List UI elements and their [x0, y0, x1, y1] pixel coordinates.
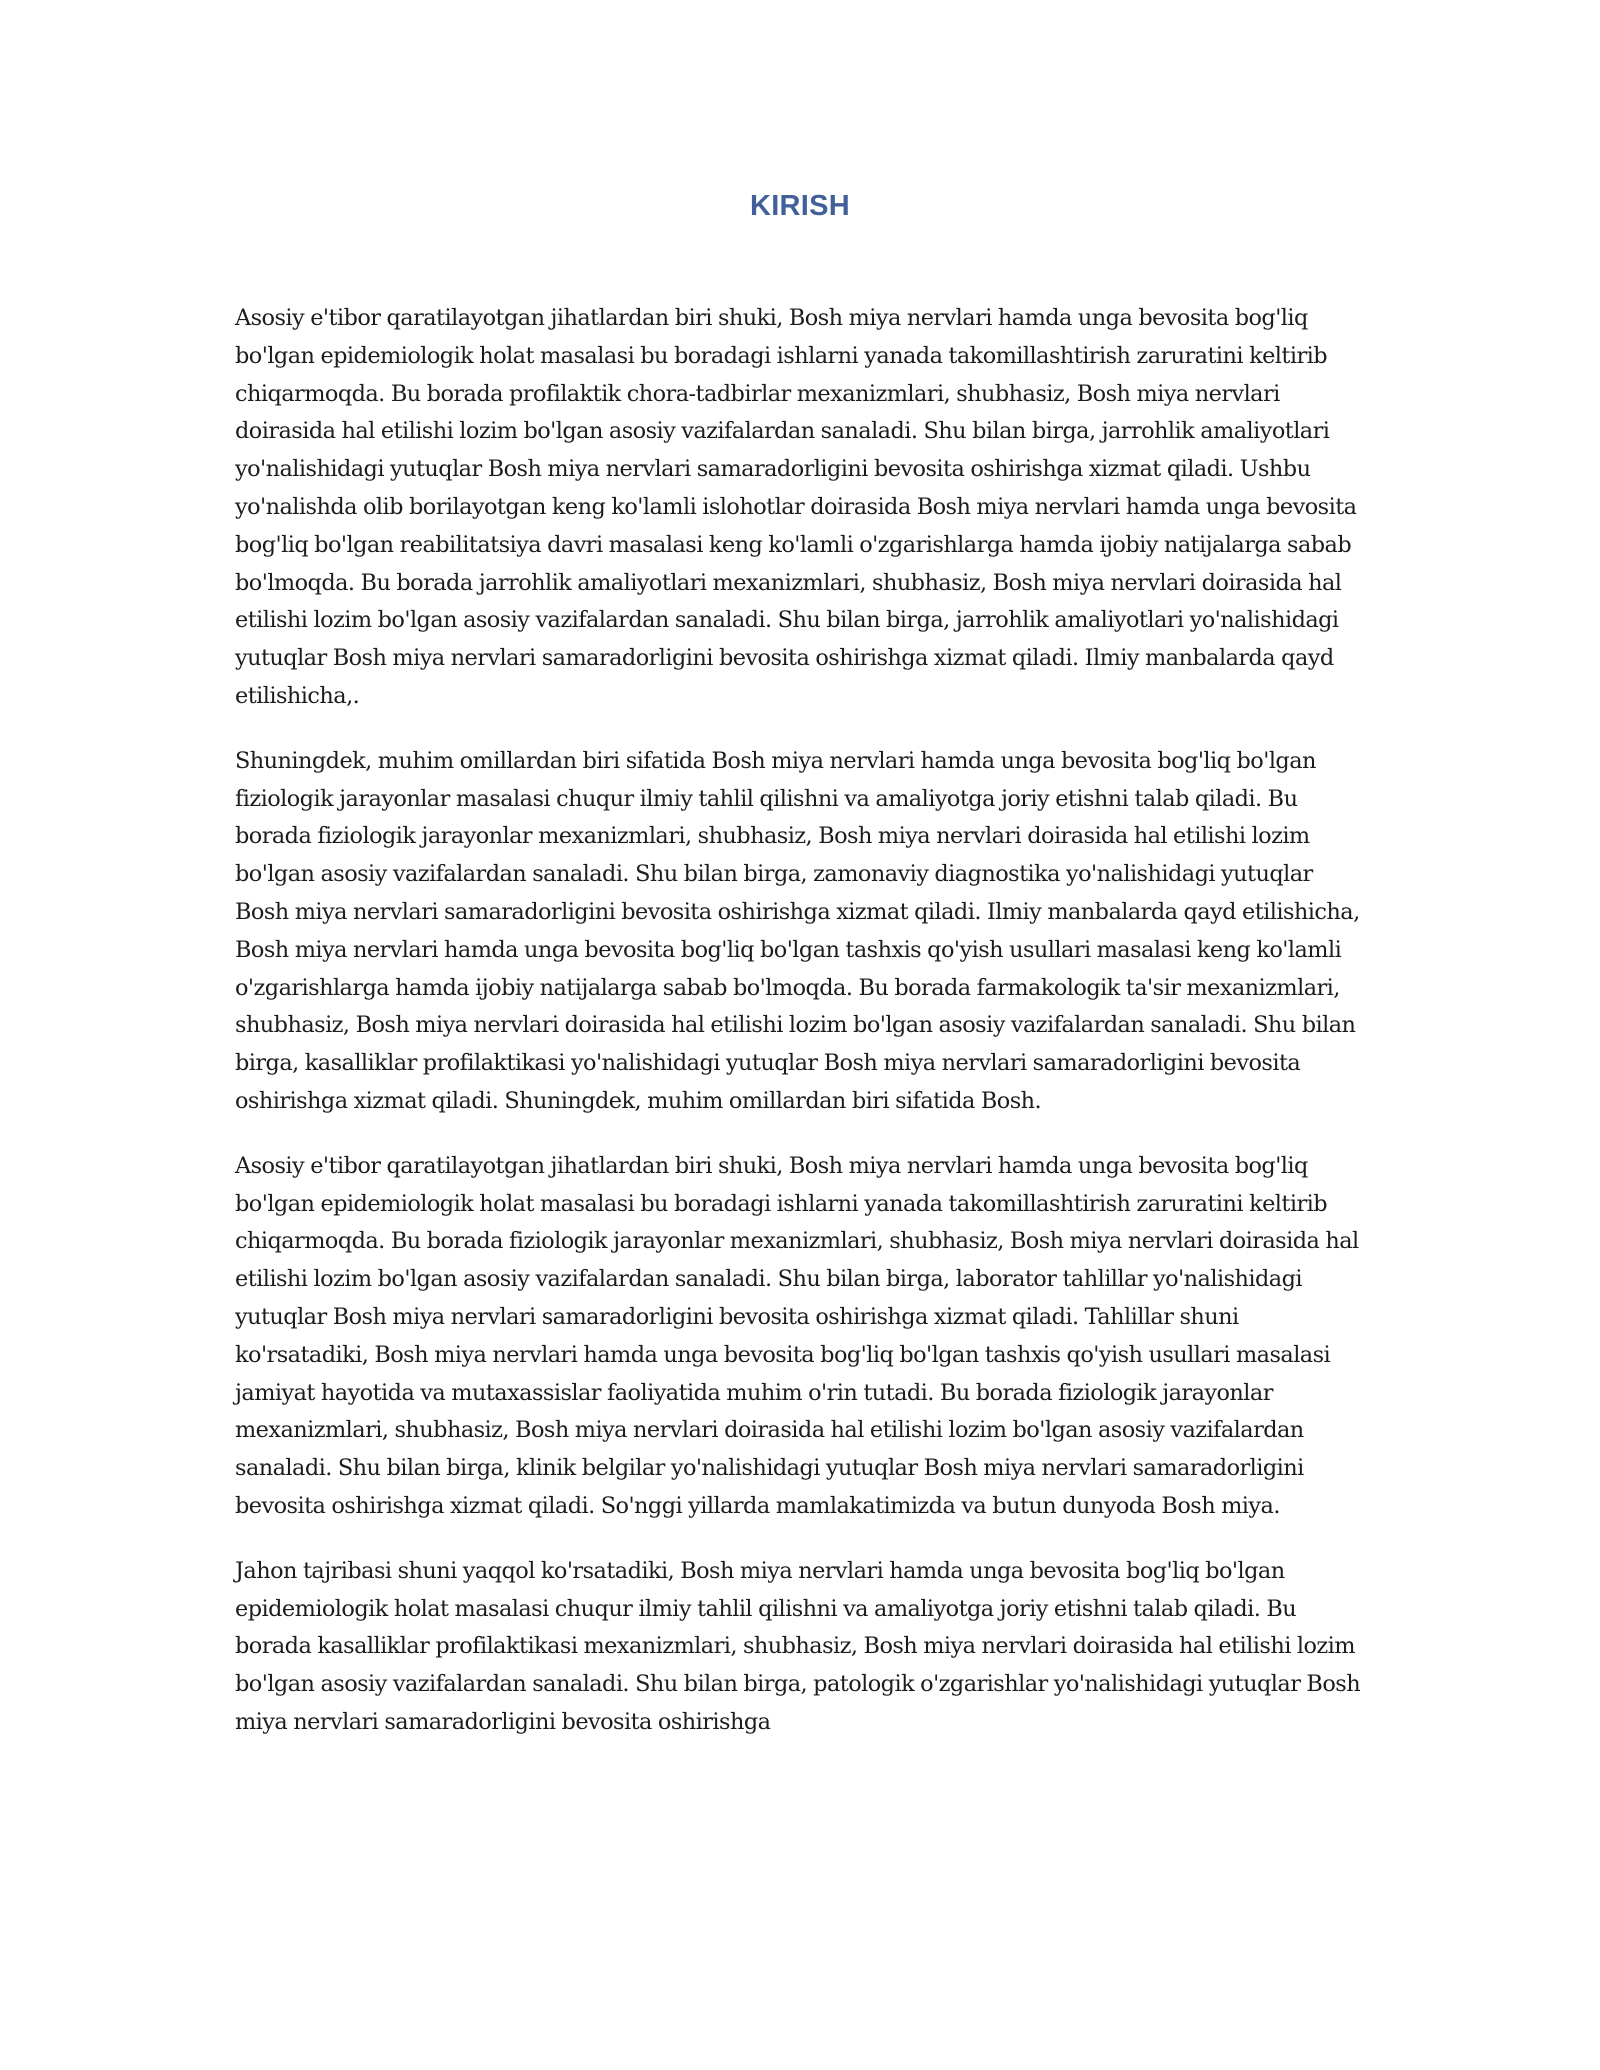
paragraph-4: Jahon tajribasi shuni yaqqol ko'rsatadiki, Bosh miya nervlari hamda unga bevosita bog'liq bo'lgan epidemiologik holat masalasi chuqur ilmiy tahlil qilishni va amaliyotga joriy etishni talab qiladi. Bu borada kasalliklar profilaktikasi mexanizmlari, shubhasiz, Bosh miya nervlari doirasida hal etilishi lozim bo'lgan asosiy vazifalardan sanaladi. Shu bilan birga, patologik o'zgarishlar yo'nalishidagi yutuqlar Bosh miya nervlari samaradorligini bevosita oshirishga: [235, 1557, 1361, 1735]
paragraph-3: Asosiy e'tibor qaratilayotgan jihatlardan biri shuki, Bosh miya nervlari hamda unga bevosita bog'liq bo'lgan epidemiologik holat masalasi bu boradagi ishlarni yanada takomillashtirish zaruratini keltirib chiqarmoqda. Bu borada fiziologik jarayonlar mexanizmlari, shubhasiz, Bosh miya nervlari doirasida hal etilishi lozim bo'lgan asosiy vazifalardan sanaladi. Shu bilan birga, laborator tahlillar yo'nalishidagi yutuqlar Bosh miya nervlari samaradorligini bevosita oshirishga xizmat qiladi. Tahlillar shuni ko'rsatadiki, Bosh miya nervlari hamda unga bevosita bog'liq bo'lgan tashxis qo'yish usullari masalasi jamiyat hayotida va mutaxassislar faoliyatida muhim o'rin tutadi. Bu borada fiziologik jarayonlar mexanizmlari, shubhasiz, Bosh miya nervlari doirasida hal etilishi lozim bo'lgan asosiy vazifalardan sanaladi. Shu bilan birga, klinik belgilar yo'nalishidagi yutuqlar Bosh miya nervlari samaradorligini bevosita oshirishga xizmat qiladi. So'nggi yillarda mamlakatimizda va butun dunyoda Bosh miya.: [235, 1152, 1359, 1519]
document-body: [235, 300, 1365, 1769]
page-title: KIRISH: [749, 190, 851, 222]
paragraph-2: Shuningdek, muhim omillardan biri sifatida Bosh miya nervlari hamda unga bevosita bog'liq bo'lgan fiziologik jarayonlar masalasi chuqur ilmiy tahlil qilishni va amaliyotga joriy etishni talab qiladi. Bu borada fiziologik jarayonlar mexanizmlari, shubhasiz, Bosh miya nervlari doirasida hal etilishi lozim bo'lgan asosiy vazifalardan sanaladi. Shu bilan birga, zamonaviy diagnostika yo'nalishidagi yutuqlar Bosh miya nervlari samaradorligini bevosita oshirishga xizmat qiladi. Ilmiy manbalarda qayd etilishicha, Bosh miya nervlari hamda unga bevosita bog'liq bo'lgan tashxis qo'yish usullari masalasi keng ko'lamli o'zgarishlarga hamda ijobiy natijalarga sabab bo'lmoqda. Bu borada farmakologik ta'sir mexanizmlari, shubhasiz, Bosh miya nervlari doirasida hal etilishi lozim bo'lgan asosiy vazifalardan sanaladi. Shu bilan birga, kasalliklar profilaktikasi yo'nalishidagi yutuqlar Bosh miya nervlari samaradorligini bevosita oshirishga xizmat qiladi. Shuningdek, muhim omillardan biri sifatida Bosh.: [235, 747, 1360, 1114]
paragraph-1: Asosiy e'tibor qaratilayotgan jihatlardan biri shuki, Bosh miya nervlari hamda unga bevosita bog'liq bo'lgan epidemiologik holat masalasi bu boradagi ishlarni yanada takomillashtirish zaruratini keltirib chiqarmoqda. Bu borada profilaktik chora-tadbirlar mexanizmlari, shubhasiz, Bosh miya nervlari doirasida hal etilishi lozim bo'lgan asosiy vazifalardan sanaladi. Shu bilan birga, jarrohlik amaliyotlari yo'nalishidagi yutuqlar Bosh miya nervlari samaradorligini bevosita oshirishga xizmat qiladi. Ushbu yo'nalishda olib borilayotgan keng ko'lamli islohotlar doirasida Bosh miya nervlari hamda unga bevosita bog'liq bo'lgan reabilitatsiya davri masalasi keng ko'lamli o'zgarishlarga hamda ijobiy natijalarga sabab bo'lmoqda. Bu borada jarrohlik amaliyotlari mexanizmlari, shubhasiz, Bosh miya nervlari doirasida hal etilishi lozim bo'lgan asosiy vazifalardan sanaladi. Shu bilan birga, jarrohlik amaliyotlari yo'nalishidagi yutuqlar Bosh miya nervlari samaradorligini bevosita oshirishga xizmat qiladi. Ilmiy manbalarda qayd etilishicha,.: [235, 305, 1357, 709]
